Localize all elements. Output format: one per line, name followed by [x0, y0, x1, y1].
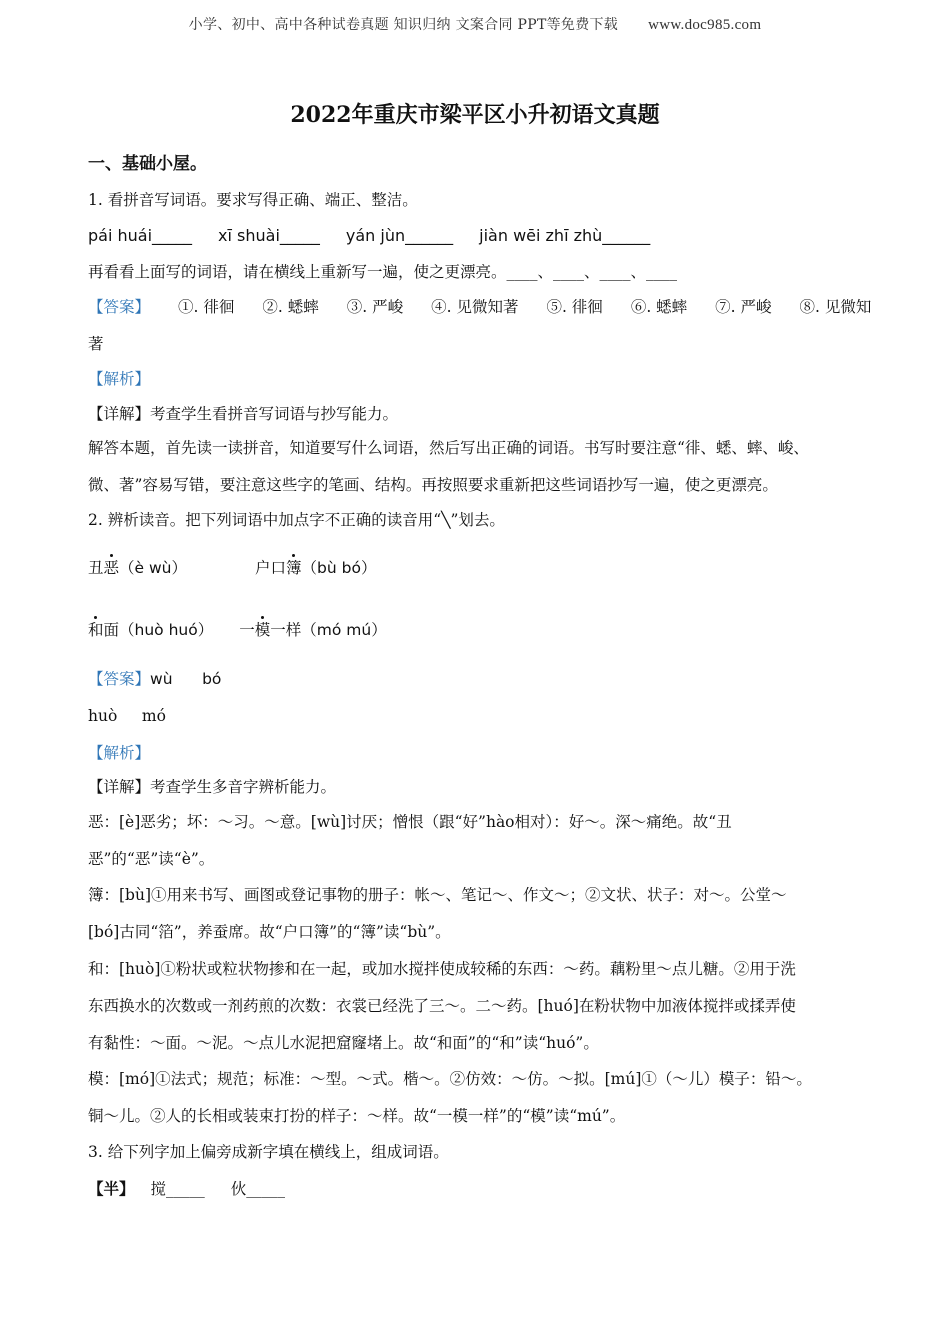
word-2: 户口簿（bù bó）	[255, 559, 377, 577]
q2-explain-line: 有黏性：～面。～泥。～点儿水泥把窟窿堵上。故“和面”的“和”读“huó”。	[88, 1034, 599, 1052]
q3-label: 【半】	[88, 1179, 135, 1198]
answer-item: ⑧. 见微知	[799, 298, 872, 316]
q2-explain-line: [bó]古同“箔”，养蚕席。故“户口簿”的“簿”读“bù”。	[88, 923, 451, 941]
q3-prompt: 3. 给下列字加上偏旁成新字填在横线上，组成词语。	[88, 1143, 449, 1161]
answer-item: ③. 严峻	[346, 298, 404, 316]
answer-item: ①. 徘徊	[178, 298, 235, 316]
q2-explain-line: 模：[mó]①法式；规范；标准：～型。～式。楷～。②仿效：～仿。～拟。[mú]①（～儿）模子：铅～。	[88, 1070, 812, 1088]
answer-label: 【答案】	[88, 670, 151, 688]
q3-item: 伙_____	[230, 1180, 286, 1198]
page-title: 2022年重庆市梁平区小升初语文真题	[290, 102, 660, 128]
q1-rewrite: 再看看上面写的词语，请在横线上重新写一遍，使之更漂亮。____、____、____、____	[88, 263, 678, 281]
header-text: 小学、初中、高中各种试卷真题 知识归纳 文案合同 PPT等免费下载	[188, 17, 619, 33]
word-4: 一模一样（mó mú）	[239, 621, 387, 639]
q2-explain-line: 恶：[è]恶劣；坏：～习。～意。[wù]讨厌；憎恨（跟“好”hào相对）：好～。深～痛绝。故“丑	[88, 813, 732, 831]
header-url[interactable]: www.doc985.com	[648, 17, 762, 33]
answer-label: 【答案】	[88, 298, 151, 316]
answer-item: ②. 蟋蟀	[262, 298, 319, 316]
section-heading: 一、基础小屋。	[88, 154, 207, 174]
pinyin-item: yán jùn______	[345, 226, 454, 245]
q2-answer-row	[88, 669, 221, 689]
pinyin-item: xī shuài_____	[218, 226, 320, 245]
q2-explain-line: 恶”的“恶”读“è”。	[88, 850, 215, 868]
answer-item: ⑤. 徘徊	[546, 298, 603, 316]
q2-word-row	[88, 558, 376, 578]
q1-answer-wrap: 著	[88, 335, 104, 353]
q2-detail: 【详解】考查学生多音字辨析能力。	[88, 778, 337, 796]
q1-explain-line: 微、著”容易写错，要注意这些字的笔画、结构。再按照要求重新把这些词语抄写一遍，使之更漂亮。	[88, 476, 778, 494]
q2-explain-line: 和：[huò]①粉状或粒状物掺和在一起，或加水搅拌使成较稀的东西：～药。藕粉里～点儿糖。②用于洗	[88, 960, 796, 978]
q2-word-row	[88, 620, 387, 640]
answer-item: ⑦. 严峻	[715, 298, 772, 316]
q2-prompt: 2. 辨析读音。把下列词语中加点字不正确的读音用“╲”划去。	[88, 511, 505, 529]
answer-item: ④. 见微知著	[431, 298, 519, 316]
analysis-label: 【解析】	[88, 370, 151, 388]
word-3: 和面（huò huó）	[88, 621, 214, 639]
answer-item: ⑥. 蟋蟀	[630, 298, 688, 316]
word-1: 丑恶（è wù）	[88, 559, 187, 577]
answer-text: wù bó	[150, 670, 222, 688]
page-header	[0, 14, 950, 34]
q1-pinyin-row	[88, 226, 650, 246]
q1-prompt: 1. 看拼音写词语。要求写得正确、端正、整洁。	[88, 191, 418, 209]
q1-detail: 【详解】考查学生看拼音写词语与抄写能力。	[88, 405, 399, 423]
q2-explain-line: 铜～儿。②人的长相或装束打扮的样子：～样。故“一模一样”的“模”读“mú”。	[88, 1107, 626, 1125]
pinyin-item: jiàn wēi zhī zhù______	[479, 226, 651, 245]
q1-answer-row	[88, 297, 871, 317]
q3-item: 搅_____	[150, 1180, 205, 1198]
pinyin-item: pái huái_____	[88, 226, 193, 245]
q2-answer-line2: huò mó	[88, 707, 166, 725]
q3-row	[88, 1179, 285, 1199]
q1-explain-line: 解答本题，首先读一读拼音，知道要写什么词语，然后写出正确的词语。书写时要注意“徘、蟋、蟀、峻、	[88, 439, 809, 457]
q2-explain-line: 簿：[bù]①用来书写、画图或登记事物的册子：帐～、笔记～、作文～；②文状、状子：对～。公堂～	[88, 886, 787, 904]
analysis-label: 【解析】	[88, 744, 151, 762]
q2-explain-line: 东西换水的次数或一剂药煎的次数：衣裳已经洗了三～。二～药。[huó]在粉状物中加液体搅拌或揉弄使	[88, 997, 796, 1015]
